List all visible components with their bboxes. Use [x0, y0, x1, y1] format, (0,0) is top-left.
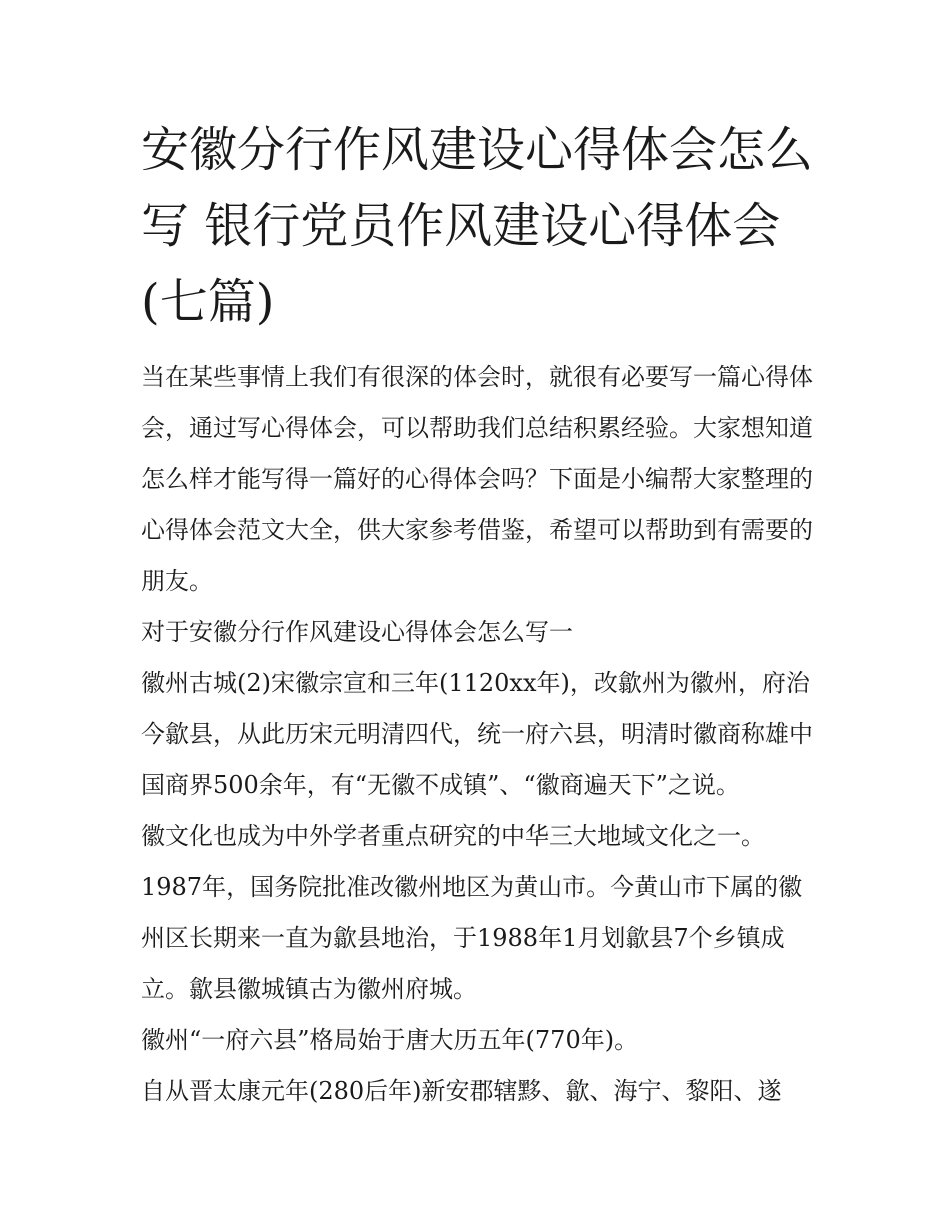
- document-body: [141, 352, 821, 1117]
- paragraph-huizhou-history: 徽州古城(2)宋徽宗宣和三年(1120xx年)，改歙州为徽州，府治今歙县，从此历宋元明清四代，统一府六县，明清时徽商称雄中国商界500余年，有“无徽不成镇”、“徽商遍天下”之说。: [141, 669, 813, 799]
- paragraph-xin-an: 自从晋太康元年(280后年)新安郡辖黟、歙、海宁、黎阳、遂: [141, 1077, 782, 1105]
- paragraph-subheading: 对于安徽分行作风建设心得体会怎么写一: [141, 618, 573, 646]
- paragraph-hui-culture: 徽文化也成为中外学者重点研究的中华三大地域文化之一。1987年，国务院批准改徽州地区为黄山市。今黄山市下属的徽州区长期来一直为歙县地治，于1988年1月划歙县7个乡镇成立。歙县徽城镇古为徽州府城。: [141, 822, 803, 1003]
- document-title: 安徽分行作风建设心得体会怎么写 银行党员作风建设心得体会(七篇): [141, 122, 814, 330]
- paragraph-intro: 当在某些事情上我们有很深的体会时，就很有必要写一篇心得体会，通过写心得体会，可以帮助我们总结积累经验。大家想知道怎么样才能写得一篇好的心得体会吗？下面是小编帮大家整理的心得体会范文大全，供大家参考借鉴，希望可以帮助到有需要的朋友。: [141, 363, 813, 595]
- paragraph-one-prefecture: 徽州“一府六县”格局始于唐大历五年(770年)。: [141, 1026, 639, 1054]
